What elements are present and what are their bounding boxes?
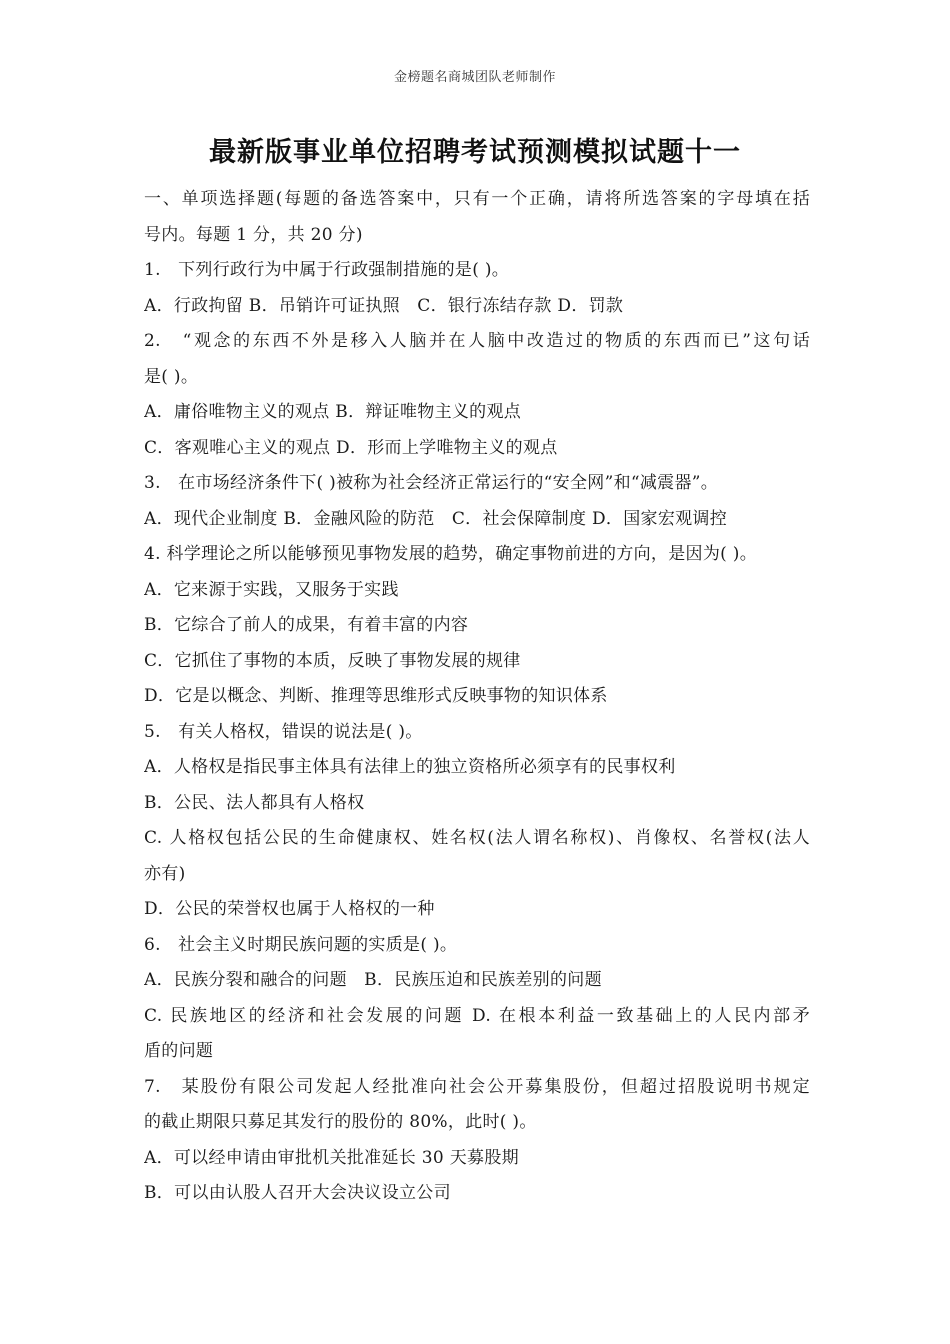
text-line: A．庸俗唯物主义的观点 B．辩证唯物主义的观点 [144, 402, 522, 422]
text-line: 是( )。 [144, 366, 199, 387]
page-header: 金榜题名商城团队老师制作 [393, 70, 556, 85]
text-line: B．它综合了前人的成果，有着丰富的内容 [144, 615, 469, 635]
text-line: A．现代企业制度 B．金融风险的防范 C．社会保障制度 D．国家宏观调控 [144, 508, 728, 529]
text-line: A．民族分裂和融合的问题 B．民族压迫和民族差别的问题 [144, 970, 602, 990]
text-line: 6. 社会主义时期民族问题的实质是( )。 [144, 934, 458, 955]
text-line: C．客观唯心主义的观点 D．形而上学唯物主义的观点 [144, 437, 558, 458]
text-line: 盾的问题 [144, 1041, 214, 1061]
text-line: A．可以经申请由审批机关批准延长 30 天募股期 [144, 1147, 519, 1168]
text-line: A．人格权是指民事主体具有法律上的独立资格所必须享有的民事权利 [144, 757, 676, 777]
text-line: C. 民族地区的经济和社会发展的问题 D. 在根本利益一致基础上的人民内部矛 [144, 1005, 810, 1026]
text-line: 5. 有关人格权，错误的说法是( )。 [144, 721, 423, 742]
text-line: 的截止期限只募足其发行的股份的 80%，此时( )。 [144, 1112, 537, 1132]
text-line: 3. 在市场经济条件下( )被称为社会经济正常运行的“安全网”和“减震器”。 [144, 473, 719, 493]
text-line: 亦有) [144, 863, 186, 884]
text-line: C. 人格权包括公民的生命健康权、姓名权(法人谓名称权)、肖像权、名誉权(法人 [144, 828, 810, 848]
text-line: C．它抓住了事物的本质，反映了事物发展的规律 [144, 650, 521, 671]
page-title: 最新版事业单位招聘考试预测模拟试题十一 [209, 137, 741, 168]
text-line: A．行政拘留 B．吊销许可证执照 C．银行冻结存款 D．罚款 [144, 295, 624, 316]
text-line: A．它来源于实践，又服务于实践 [144, 579, 399, 600]
text-line: B．公民、法人都具有人格权 [144, 792, 365, 813]
text-line: D．公民的荣誉权也属于人格权的一种 [144, 899, 435, 919]
document-body [144, 182, 810, 1212]
text-line: 一、单项选择题(每题的备选答案中，只有一个正确，请将所选答案的字母填在括 [144, 189, 810, 209]
text-line: 7. 某股份有限公司发起人经批准向社会公开募集股份，但超过招股说明书规定 [144, 1076, 810, 1097]
text-line: 4. 科学理论之所以能够预见事物发展的趋势，确定事物前进的方向，是因为( )。 [144, 544, 757, 564]
text-line: 号内。每题 1 分，共 20 分) [144, 224, 363, 245]
text-line: D．它是以概念、判断、推理等思维形式反映事物的知识体系 [144, 686, 608, 706]
text-line: 1. 下列行政行为中属于行政强制措施的是( )。 [144, 260, 510, 280]
text-line: B．可以由认股人召开大会决议设立公司 [144, 1183, 451, 1203]
text-line: 2. “观念的东西不外是移入人脑并在人脑中改造过的物质的东西而已”这句话 [144, 331, 810, 351]
